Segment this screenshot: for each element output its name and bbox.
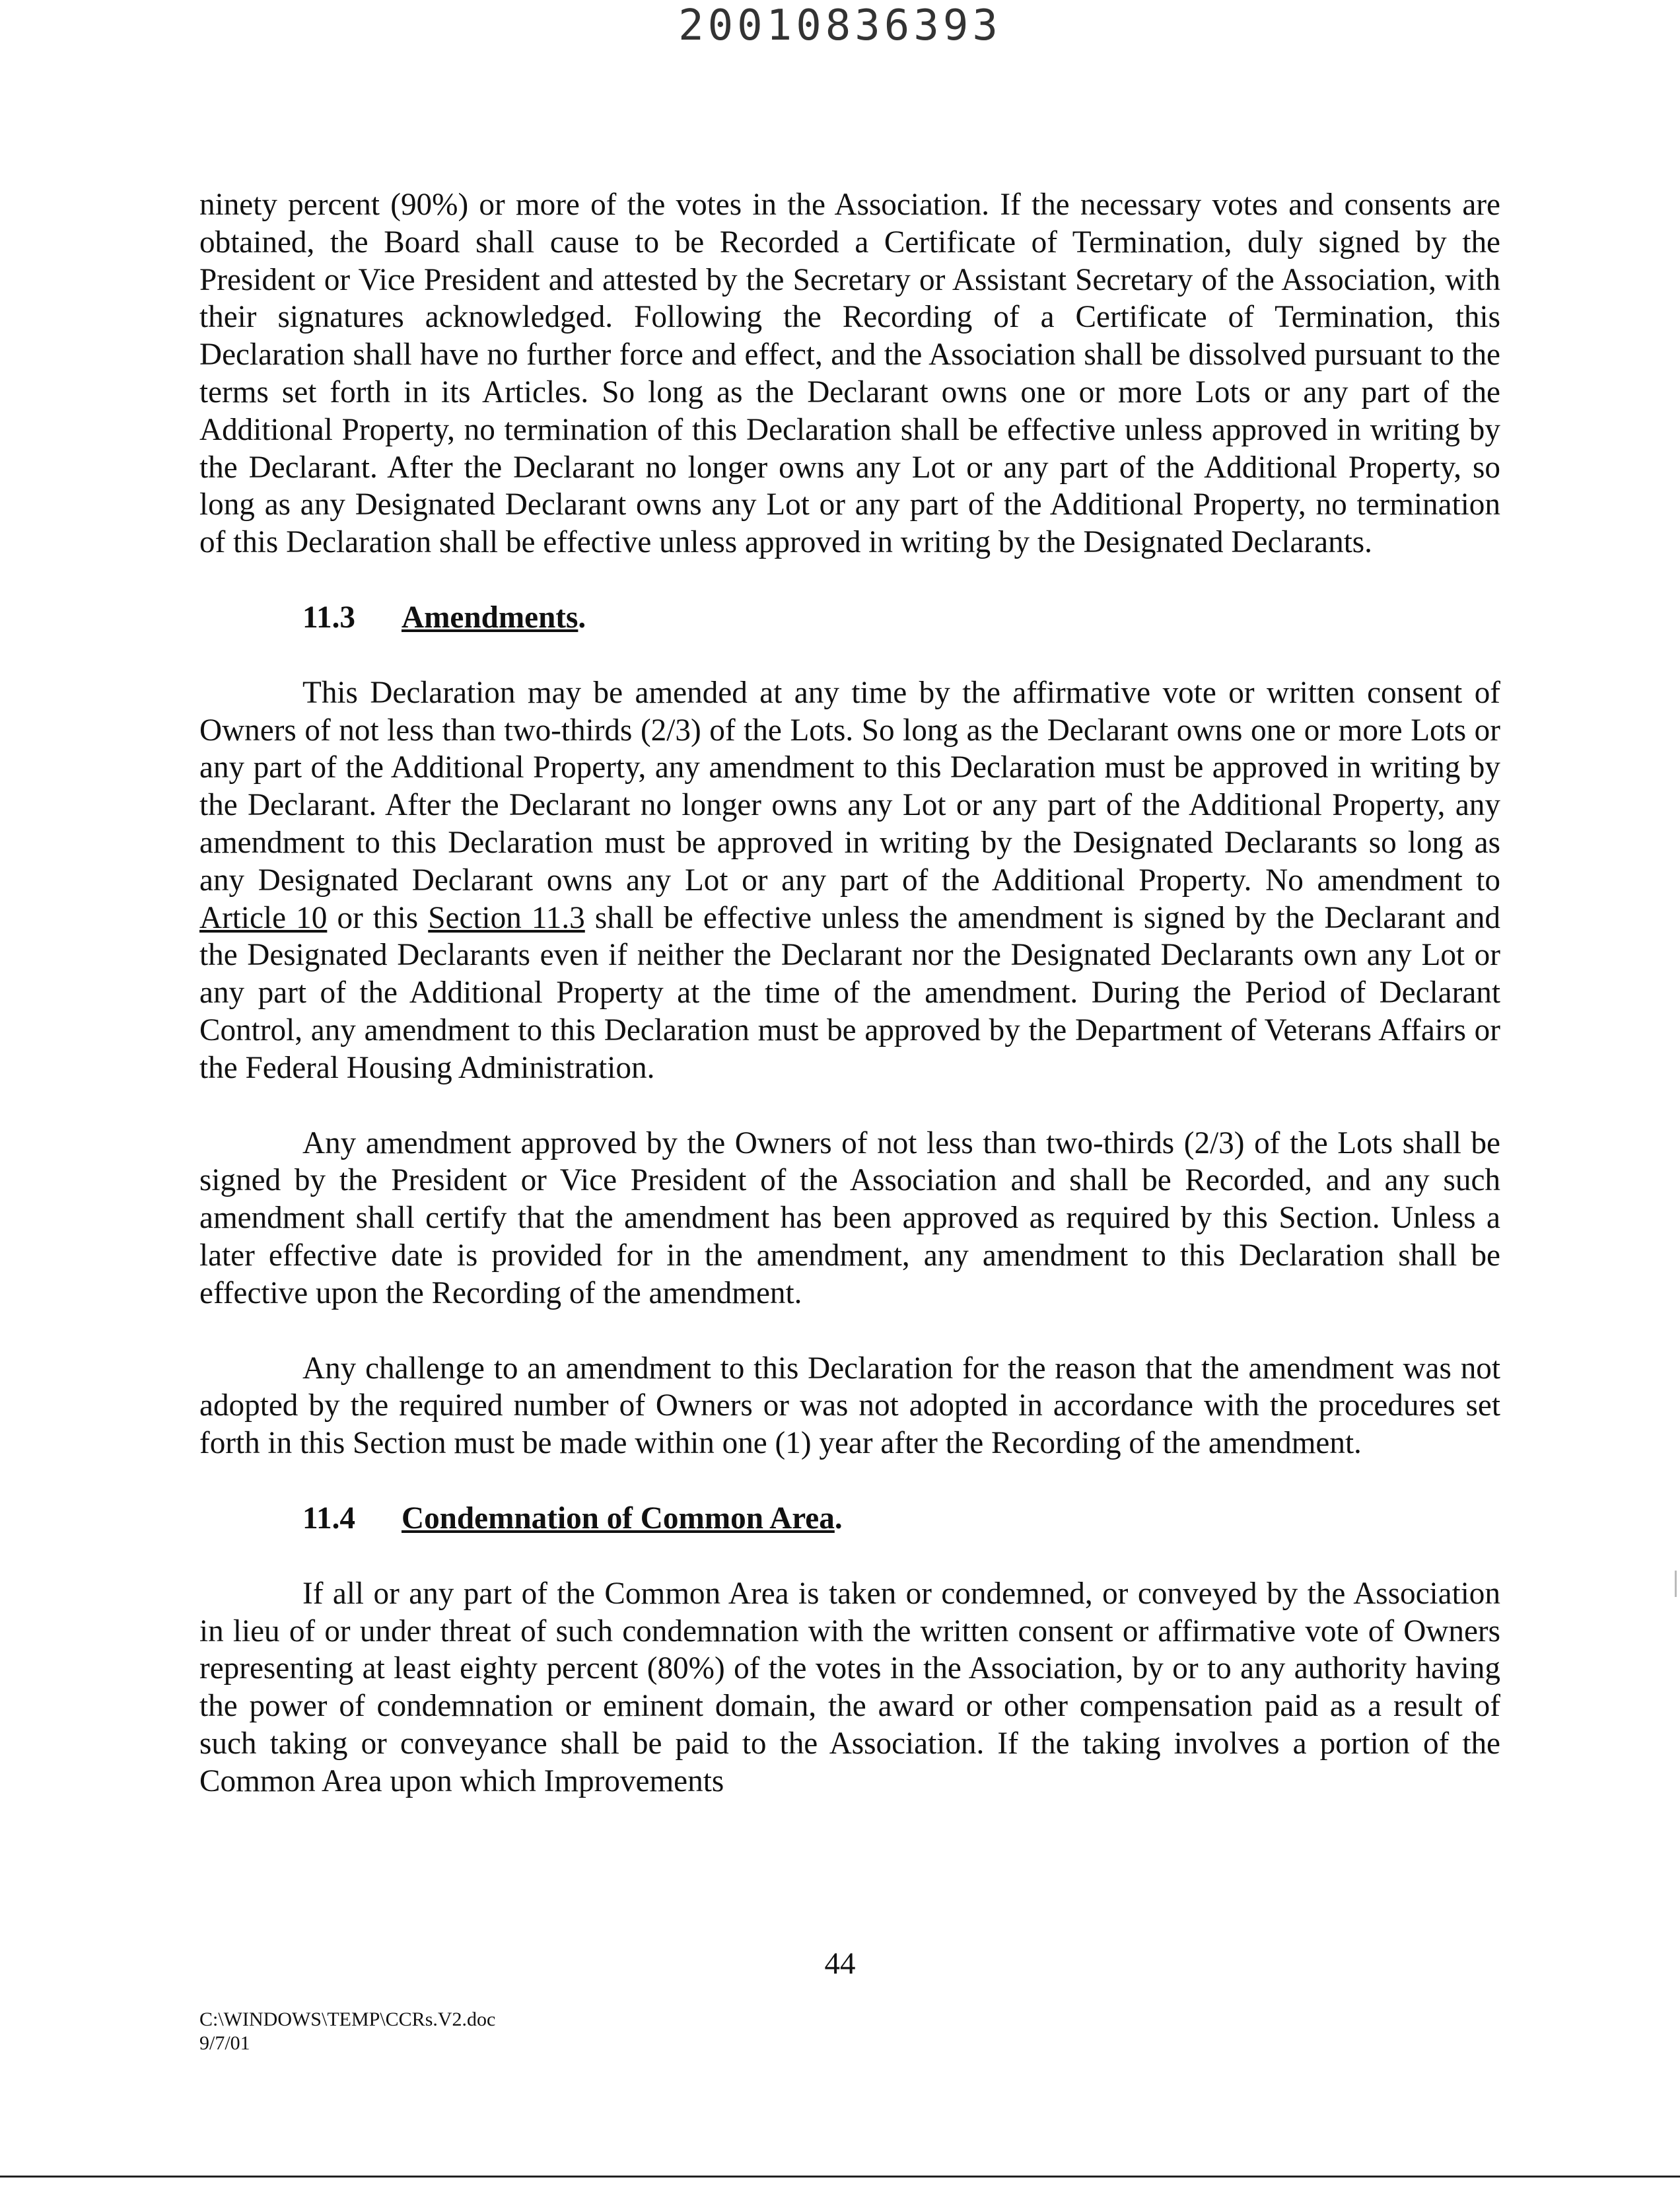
paragraph-condemnation: If all or any part of the Common Area is taken or condemned, or conveyed by the Association in lieu of or under threat of such condemnation with the written consent or affirmative vote of Owners representing at least eighty percent (80%) of the votes in the Association, by or to any authority having the power of condemnation or eminent domain, the award or other compensation paid as a result of such taking or conveyance shall be paid to the Association. If the taking involves a portion of the Common Area upon which Improvements: [199, 1576, 1500, 1798]
page-number: 44: [824, 1946, 856, 1981]
file-footer: [199, 2008, 495, 2055]
file-path: C:\WINDOWS\TEMP\CCRs.V2.doc: [199, 2008, 496, 2030]
section-title: Condemnation of Common Area: [402, 1501, 835, 1536]
article-10-reference: Article 10: [199, 900, 328, 935]
paragraph-amendments-2: Any amendment approved by the Owners of not less than two-thirds (2/3) of the Lots shall be signed by the President or Vice President of the Association and shall be Recorded, and any such amendment shall certify that the amendment has been approved as required by this Section. Unless a later effective date is provided for in the amendment, any amendment to this Declaration shall be effective upon the Recording of the amendment.: [199, 1125, 1500, 1310]
section-number: 11.3: [302, 600, 355, 635]
section-heading-11-3: 11.3 Amendments.: [199, 599, 1500, 637]
paragraph-amendments-3: Any challenge to an amendment to this Declaration for the reason that the amendment was not adopted by the required number of Owners or was not adopted in accordance with the procedures set forth in this Section must be made within one (1) year after the Recording of the amendment.: [199, 1351, 1500, 1461]
paragraph-termination-continued: ninety percent (90%) or more of the votes in the Association. If the necessary votes and consents are obtained, the Board shall cause to be Recorded a Certificate of Termination, duly signed by the President or Vice President and attested by the Secretary or Assistant Secretary of the Association, with their signatures acknowledged. Following the Recording of a Certificate of Termination, this Declaration shall have no further force and effect, and the Association shall be dissolved pursuant to the terms set forth in its Articles. So long as the Declarant owns one or more Lots or any part of the Additional Property, no termination of this Declaration shall be effective unless approved in writing by the Declarant. After the Declarant no longer owns any Lot or any part of the Additional Property, so long as any Designated Declarant owns any Lot or any part of the Additional Property, no termination of this Declaration shall be effective unless approved in writing by the Designated Declarants.: [199, 188, 1500, 560]
file-date: 9/7/01: [199, 2032, 250, 2054]
bottom-rule: [0, 2176, 1680, 2178]
paragraph-amendments-1: This Declaration may be amended at any time by the affirmative vote or written consent of Owners of not less than two-thirds (2/3) of the Lots. So long as the Declarant owns one or more Lots or any part of the Additional Property, any amendment to this Declaration must be approved in writing by the Declarant. After the Declarant no longer owns any Lot or any part of the Additional Property, any amendment to this Declaration must be approved in writing by the Designated Declarants so long as any Designated Declarant owns any Lot or any part of the Additional Property. No amendment to Article 10 or this Section 11.3 shall be effective unless the amendment is signed by the Declarant and the Designated Declarants even if neither the Declarant nor the Designated Declarants own any Lot or any part of the Additional Property at the time of the amendment. During the Period of Declarant Control, any amendment to this Declaration must be approved by the Department of Veterans Affairs or the Federal Housing Administration.: [199, 675, 1500, 1085]
scan-edge-mark: [1675, 1571, 1677, 1597]
section-title: Amendments: [402, 600, 578, 635]
document-body: [199, 186, 1500, 1800]
section-11-3-reference: Section 11.3: [428, 900, 585, 935]
section-heading-11-4: 11.4 Condemnation of Common Area.: [199, 1500, 1500, 1538]
recording-number: 20010836393: [678, 1, 1002, 50]
section-number: 11.4: [302, 1501, 355, 1536]
